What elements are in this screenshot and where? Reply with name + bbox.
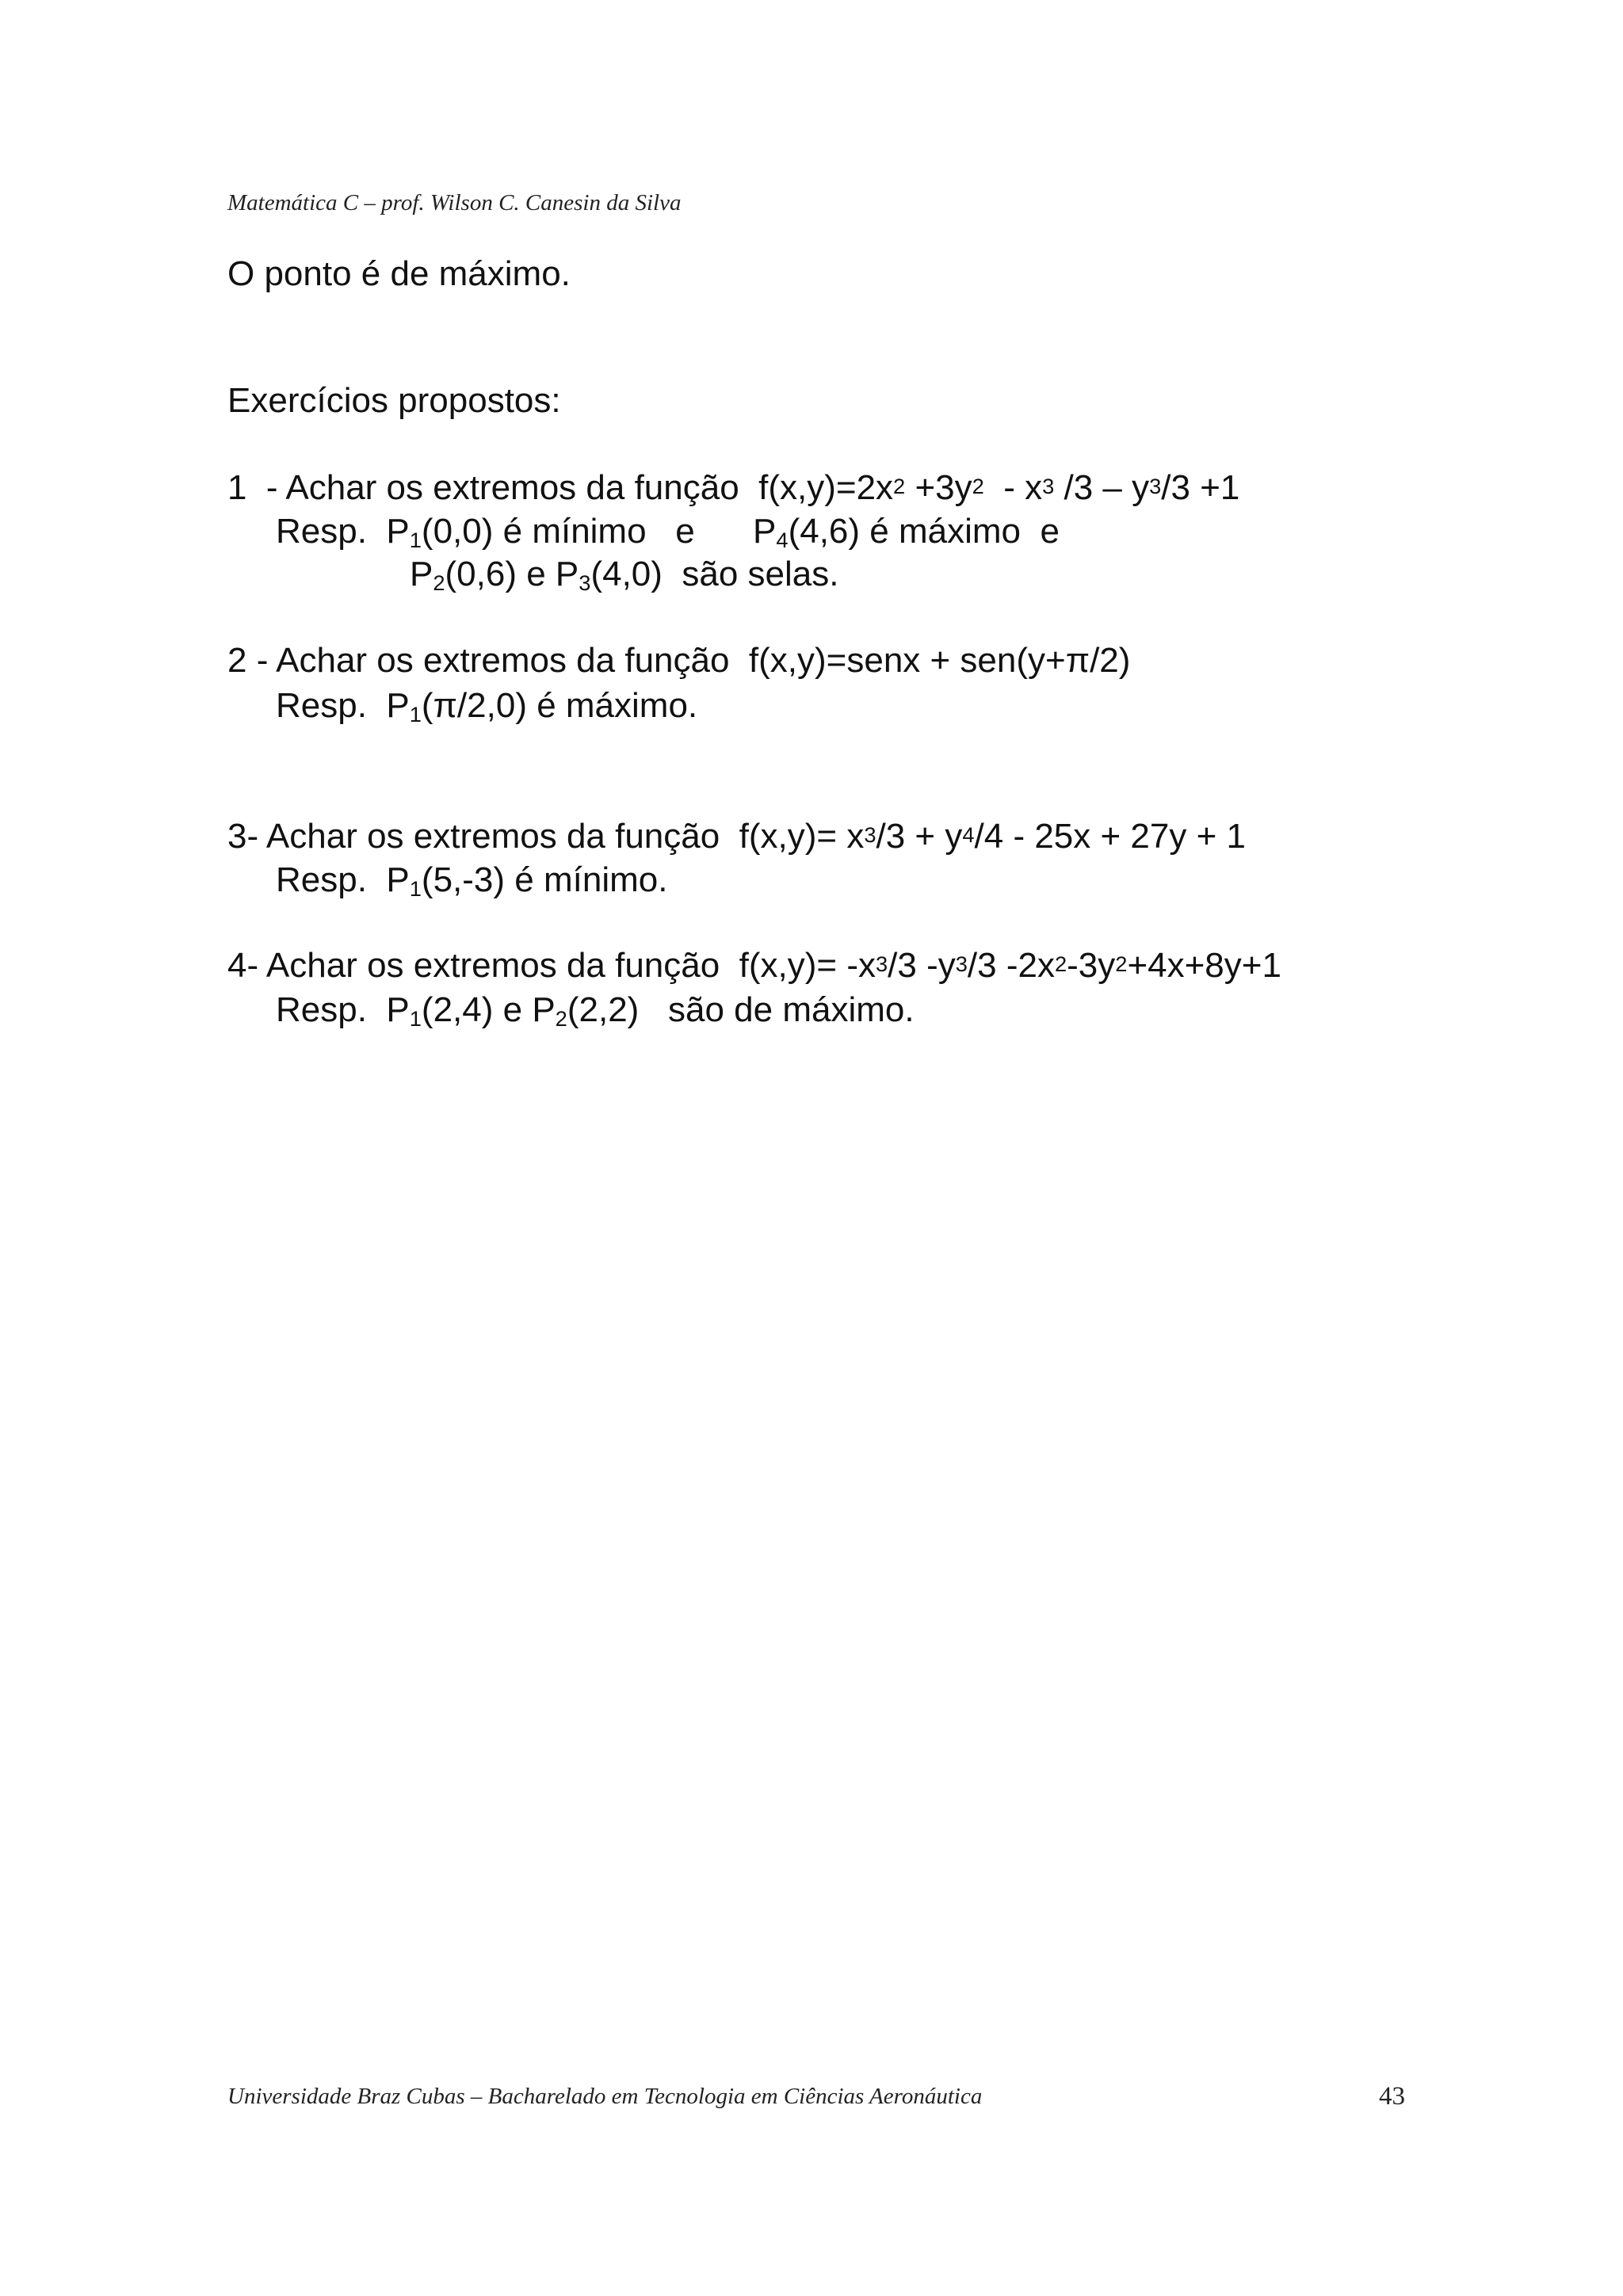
section-title: Exercícios propostos: [227,381,561,420]
exercise-1-answer-cont: $P_2(0,6)$ e $P_3(4,0)$ são selas. [410,555,839,595]
exercise-4-answer: Resp. $P_1(2,4)$ e $P_2(2,2)$ são de máximo. [276,990,915,1031]
page-footer: Universidade Braz Cubas – Bacharelado em Tecnologia em Ciências Aeronáutica [227,2084,983,2109]
exercise-1-answer: Resp. $P_1(0,0)$ é mínimo e $P_4(4,6)$ é máximo e [276,512,1060,552]
intro-text: O ponto é de máximo. [227,254,571,293]
exercise-4-statement: 4- Achar os extremos da função $f(x,y)= -x^3/3$ $-y^3/3$ $-2x^2-3y^2+4x+8y+1$ [227,946,1281,985]
exercise-2-statement: 2 - Achar os extremos da função f(x,y)=senx + sen(y+π/2) [227,641,1131,680]
exercise-3-statement: 3- Achar os extremos da função $f(x,y)= x^3/3 + y^4/4 - 25x + 27y + 1$ [227,817,1246,856]
exercise-1-statement: 1 - Achar os extremos da função $f(x,y)=2x^2 +3y^2 - x^3$ $/3 - y^3/3 +1$ [227,468,1240,507]
exercise-3-answer: Resp. $P_1(5,-3)$ é mínimo. [276,860,668,901]
exercise-2-answer: Resp. $P_1(\pi/2,0)$ é máximo. [276,686,698,727]
page-number: 43 [1379,2082,1405,2111]
page-header: Matemática C – prof. Wilson C. Canesin da Silva [227,190,682,215]
